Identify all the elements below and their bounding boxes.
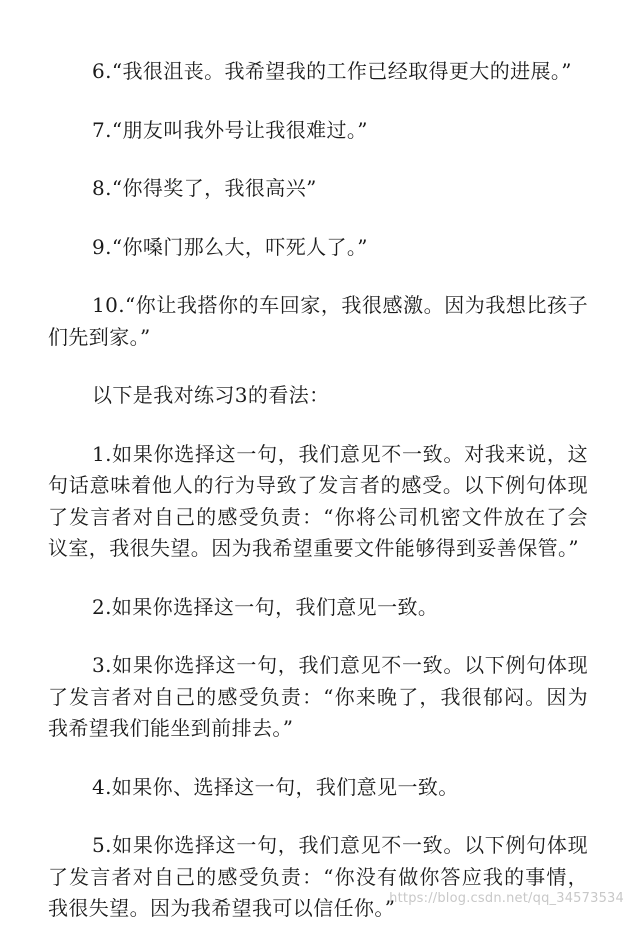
paragraph-item-8: 8.“你得奖了，我很高兴” bbox=[92, 176, 317, 200]
answer-item-4: 4.如果你、选择这一句，我们意见一致。 bbox=[92, 774, 459, 799]
paragraph-item-10: 10.“你让我搭你的车回家，我很感激。因为我想比孩子们先到家。” bbox=[48, 293, 588, 349]
section-heading: 以下是我对练习3的看法： bbox=[92, 383, 330, 407]
paragraph-item-9: 9.“你嗓门那么大，吓死人了。” bbox=[92, 234, 368, 259]
paragraph-item-6: 6.“我很沮丧。我希望我的工作已经取得更大的进展。” bbox=[92, 59, 572, 83]
answer-item-2: 2.如果你选择这一句，我们意见一致。 bbox=[92, 594, 439, 619]
watermark-text: https://blog.csdn.net/qq_34573534 bbox=[389, 891, 624, 906]
answer-item-1: 1.如果你选择这一句，我们意见不一致。对我来说，这句话意味着他人的行为导致了发言者的感受。以下例句体现了发言者对自己的感受负责：“你将公司机密文件放在了会议室，我很失望。因为我希望重要文件能够得到妥善保管。” bbox=[48, 441, 588, 560]
answer-item-5: 5.如果你选择这一句，我们意见不一致。以下例句体现了发言者对自己的感受负责：“你没有做你答应我的事情，我很失望。因为我希望我可以信任你。” bbox=[48, 833, 588, 920]
answer-item-3: 3.如果你选择这一句，我们意见不一致。以下例句体现了发言者对自己的感受负责：“你来晚了，我很郁闷。因为我希望我们能坐到前排去。” bbox=[48, 653, 588, 740]
paragraph-item-7: 7.“朋友叫我外号让我很难过。” bbox=[92, 117, 368, 142]
